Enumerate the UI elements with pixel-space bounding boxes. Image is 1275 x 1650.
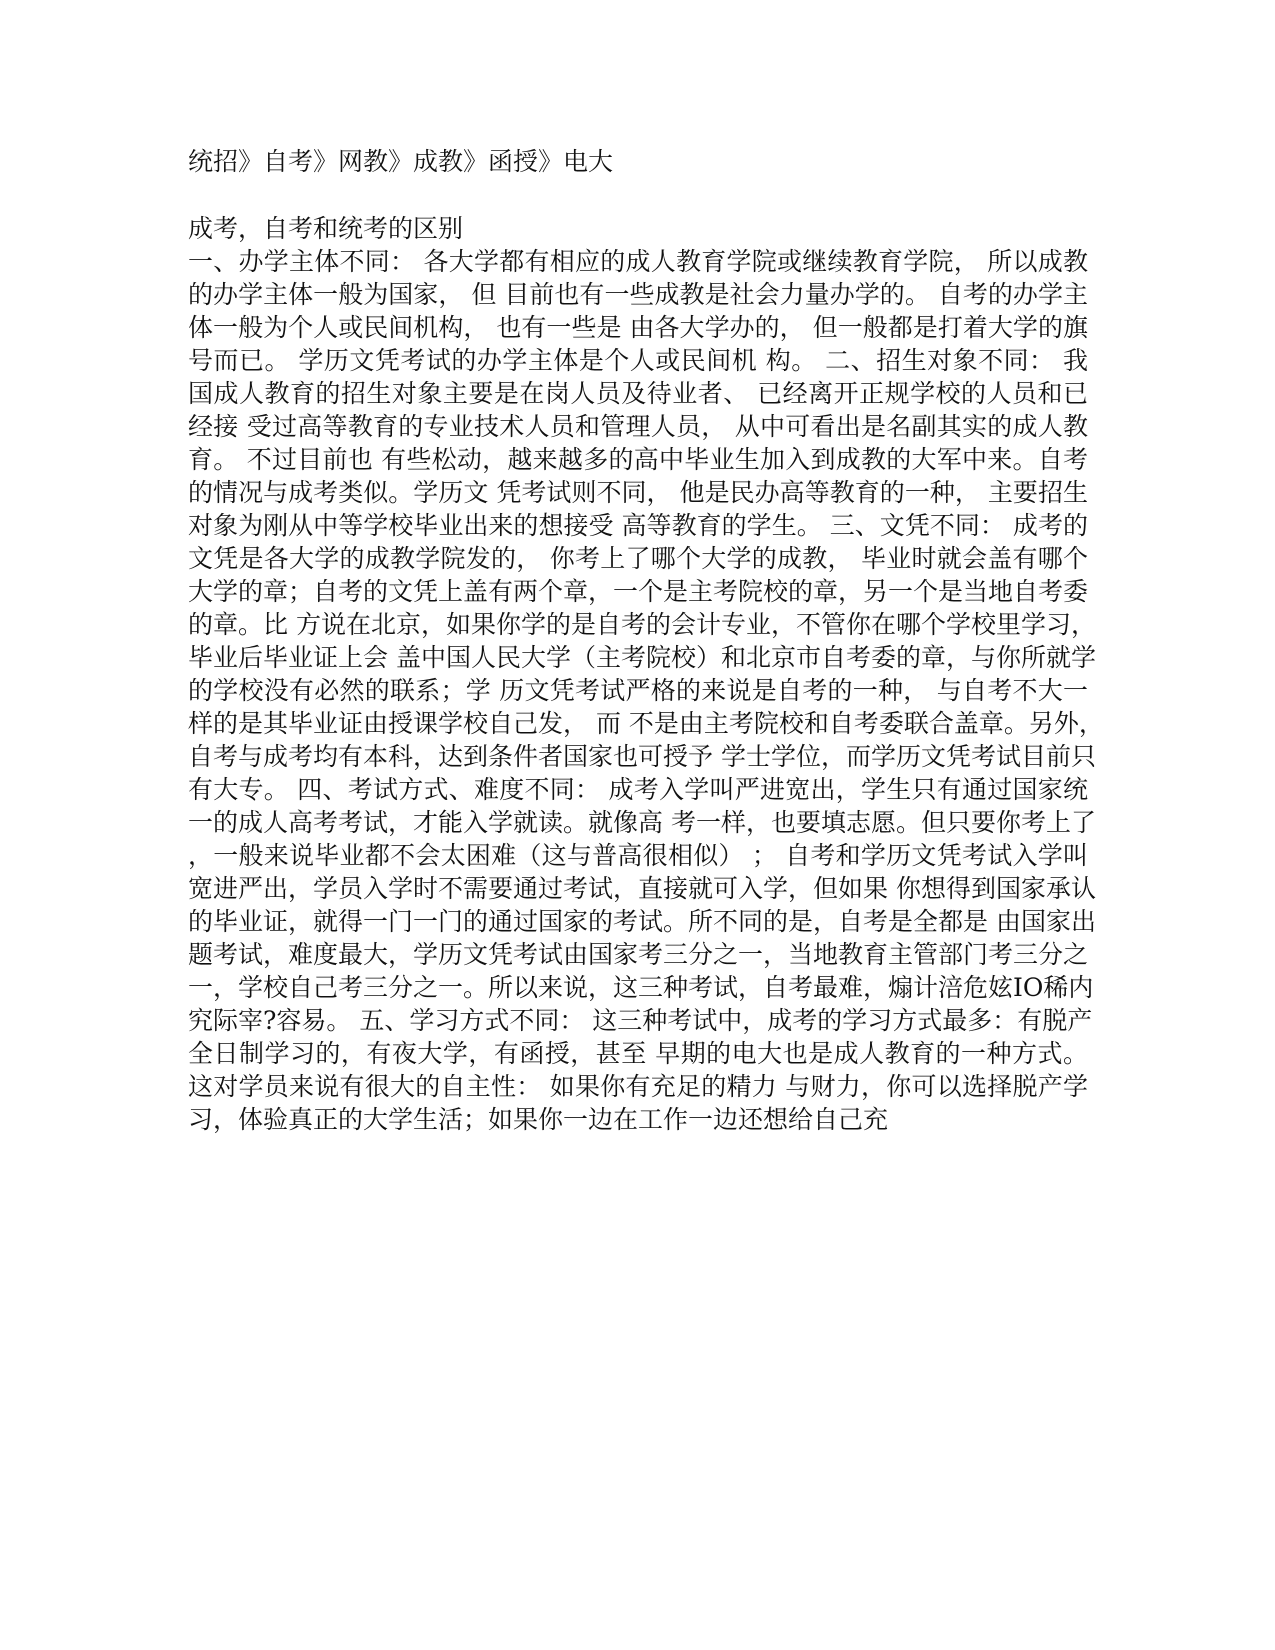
- body-line: 国成人教育的招生对象主要是在岗人员及待业者、 已经离开正规学校的人员和已: [188, 379, 1088, 408]
- body-line: 体一般为个人或民间机构， 也有一些是 由各大学办的， 但一般都是打着大学的旗: [188, 313, 1088, 342]
- body-line: 一、办学主体不同： 各大学都有相应的成人教育学院或继续教育学院， 所以成教: [188, 247, 1088, 276]
- body-line: 的情况与成考类似。学历文 凭考试则不同， 他是民办高等教育的一种， 主要招生: [188, 478, 1088, 507]
- body-line: 的章。比 方说在北京，如果你学的是自考的会计专业，不管你在哪个学校里学习，: [188, 610, 1096, 639]
- body-line: 题考试，难度最大，学历文凭考试由国家考三分之一，当地教育主管部门考三分之: [188, 940, 1089, 969]
- document-content: [188, 145, 1104, 1136]
- body-line: 究际宰?容易。 五、学习方式不同： 这三种考试中，成考的学习方式最多：有脱产: [188, 1006, 1093, 1035]
- body-line: 全日制学习的，有夜大学，有函授，甚至 早期的电大也是成人教育的一种方式。: [188, 1039, 1088, 1068]
- body-line: 的办学主体一般为国家， 但 目前也有一些成教是社会力量办学的。 自考的办学主: [188, 280, 1088, 309]
- article-title: 成考，自考和统考的区别: [188, 214, 464, 243]
- body-line: 一的成人高考考试，才能入学就读。就像高 考一样，也要填志愿。但只要你考上了: [188, 808, 1096, 837]
- body-line: 习，体验真正的大学生活；如果你一边在工作一边还想给自己充: [188, 1105, 889, 1134]
- body-line: ，一般来说毕业都不会太困难（这与普高很相似） ； 自考和学历文凭考试入学叫: [188, 841, 1088, 870]
- body-line: 宽进严出，学员入学时不需要通过考试，直接就可入学，但如果 你想得到国家承认: [188, 874, 1096, 903]
- body-line: 的学校没有必然的联系；学 历文凭考试严格的来说是自考的一种， 与自考不大一: [188, 676, 1088, 705]
- body-line: 文凭是各大学的成教学院发的， 你考上了哪个大学的成教， 毕业时就会盖有哪个: [188, 544, 1088, 573]
- body-line: 经接 受过高等教育的专业技术人员和管理人员， 从中可看出是名副其实的成人教: [188, 412, 1088, 441]
- body-line: 大学的章；自考的文凭上盖有两个章，一个是主考院校的章，另一个是当地自考委: [188, 577, 1089, 606]
- body-line: 一，学校自己考三分之一。所以来说，这三种考试，自考最难，煽计涪危妶IO稀内: [188, 973, 1094, 1002]
- body-line: 样的是其毕业证由授课学校自己发， 而 不是由主考院校和自考委联合盖章。另外，: [188, 709, 1104, 738]
- body-line: 的毕业证，就得一门一门的通过国家的考试。所不同的是，自考是全都是 由国家出: [188, 907, 1096, 936]
- article-body: [188, 245, 1104, 1136]
- body-line: 有大专。 四、考试方式、难度不同： 成考入学叫严进宽出，学生只有通过国家统: [188, 775, 1088, 804]
- body-line: 号而已。 学历文凭考试的办学主体是个人或民间机 构。 二、招生对象不同： 我: [188, 346, 1088, 375]
- body-line: 毕业后毕业证上会 盖中国人民大学（主考院校）和北京市自考委的章，与你所就学: [188, 643, 1096, 672]
- body-line: 育。 不过目前也 有些松动，越来越多的高中毕业生加入到成教的大军中来。自考: [188, 445, 1088, 474]
- body-line: 自考与成考均有本科，达到条件者国家也可授予 学士学位，而学历文凭考试目前只: [188, 742, 1096, 771]
- body-line: 这对学员来说有很大的自主性： 如果你有充足的精力 与财力，你可以选择脱产学: [188, 1072, 1088, 1101]
- body-line: 对象为刚从中等学校毕业出来的想接受 高等教育的学生。 三、文凭不同： 成考的: [188, 511, 1088, 540]
- category-breadcrumb: 统招》自考》网教》成教》函授》电大: [188, 147, 614, 176]
